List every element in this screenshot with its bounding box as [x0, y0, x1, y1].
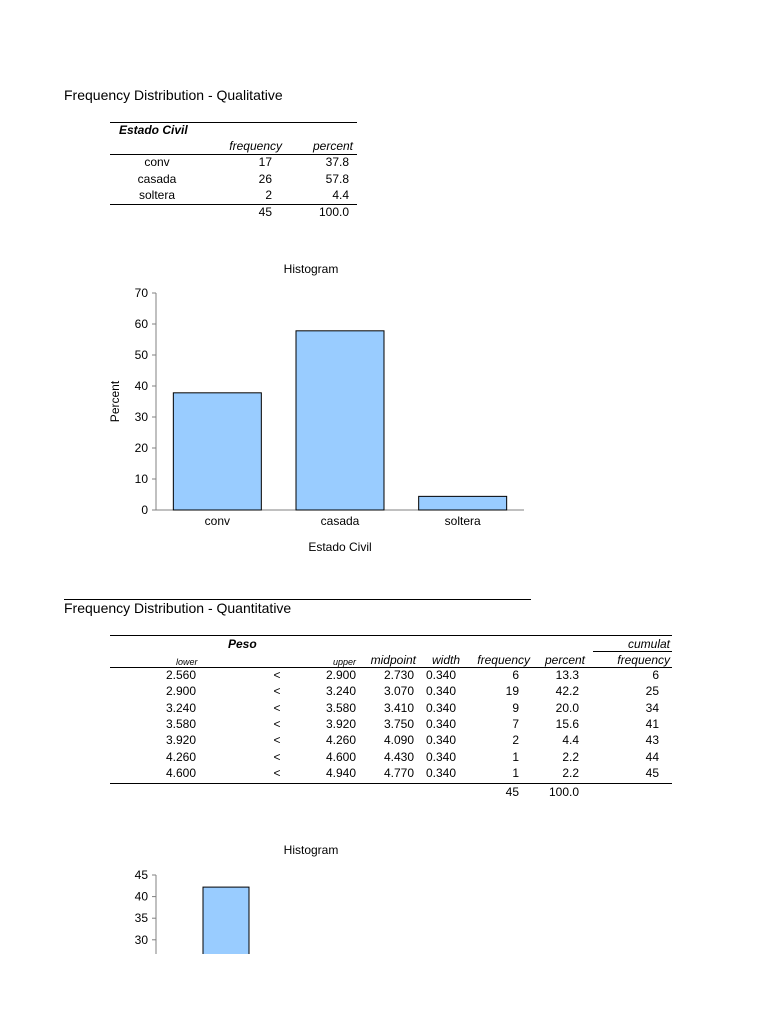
row-label: casada [137, 172, 177, 186]
cell-percent: 15.6 [555, 716, 579, 731]
y-tick-label: 60 [134, 317, 148, 331]
cell-upper: 4.600 [325, 749, 356, 764]
total-percent: 100.0 [548, 785, 579, 799]
bar-conv [173, 393, 261, 510]
cell-frequency: 7 [512, 716, 519, 731]
cell-frequency: 1 [512, 765, 519, 780]
midpoint-header: midpoint [370, 653, 416, 667]
cell-sep: < [273, 668, 281, 682]
cell-percent: 2.2 [562, 765, 579, 780]
y-tick-label: 20 [134, 441, 148, 455]
cell-lower: 4.260 [165, 749, 196, 764]
qualitative-section-title: Frequency Distribution - Qualitative [64, 87, 283, 103]
cell-frequency: 19 [505, 684, 519, 699]
cell-frequency: 2 [512, 733, 519, 748]
cell-sep: < [273, 700, 281, 715]
quantitative-histogram [0, 838, 768, 954]
cell-upper: 2.900 [325, 668, 356, 682]
cell-width: 0.340 [425, 700, 456, 715]
cell-width: 0.340 [425, 733, 456, 748]
chart-title: Histogram [283, 262, 339, 276]
qualitative-histogram [0, 255, 768, 565]
y-tick-label: 30 [134, 932, 148, 947]
cell-lower: 3.240 [165, 700, 196, 715]
cell-midpoint: 2.730 [383, 668, 414, 682]
cell-percent: 4.4 [562, 733, 579, 748]
cell-upper: 3.240 [325, 684, 356, 699]
cell-cum: 44 [645, 749, 659, 764]
cell-lower: 2.900 [165, 684, 196, 699]
cumulative-rule [593, 651, 672, 652]
percent-header: percent [544, 653, 585, 667]
total-percent: 100.0 [318, 205, 349, 219]
upper-header: upper [332, 657, 356, 667]
x-tick-label: soltera [444, 514, 481, 528]
table-top-rule [110, 635, 672, 636]
cell-frequency: 1 [512, 749, 519, 764]
cell-lower: 2.560 [165, 668, 196, 682]
y-tick-label: 0 [141, 503, 148, 517]
frequency-header: frequency [477, 653, 530, 667]
cell-sep: < [273, 765, 281, 780]
cell-cum: 43 [645, 733, 659, 748]
y-tick-label: 70 [134, 286, 148, 300]
bar-soltera [419, 496, 507, 510]
cum-frequency-header: frequency [617, 653, 670, 667]
cell-sep: < [273, 684, 281, 699]
x-tick-label: casada [320, 514, 360, 528]
cell-midpoint: 4.090 [383, 733, 414, 748]
total-rule [110, 783, 672, 784]
cell-cum: 41 [645, 716, 659, 731]
total-frequency: 45 [258, 205, 272, 219]
cell-percent: 42.2 [555, 684, 579, 699]
cell-upper: 3.920 [325, 716, 356, 731]
total-frequency: 45 [505, 785, 519, 799]
x-tick-label: conv [204, 514, 231, 528]
row-frequency: 26 [258, 172, 272, 186]
y-axis-label: Percent [108, 380, 122, 423]
cell-upper: 4.940 [325, 765, 356, 780]
cell-width: 0.340 [425, 716, 456, 731]
width-header: width [431, 653, 460, 667]
row-frequency: 2 [265, 188, 272, 202]
row-percent: 57.8 [325, 172, 349, 186]
cell-frequency: 6 [512, 668, 519, 682]
variable-header: Peso [228, 637, 257, 651]
cell-width: 0.340 [425, 684, 456, 699]
cell-frequency: 9 [512, 700, 519, 715]
row-percent: 4.4 [332, 188, 349, 202]
quantitative-section-title: Frequency Distribution - Quantitative [64, 600, 292, 616]
bar-casada [296, 331, 384, 510]
y-tick-label: 10 [134, 472, 148, 486]
cell-upper: 4.260 [325, 733, 356, 748]
cell-width: 0.340 [425, 749, 456, 764]
cell-lower: 3.580 [165, 716, 196, 731]
frequency-header: frequency [229, 139, 282, 153]
cell-midpoint: 4.430 [383, 749, 414, 764]
cell-upper: 3.580 [325, 700, 356, 715]
cell-midpoint: 3.750 [383, 716, 414, 731]
bar-0 [203, 887, 249, 954]
cell-percent: 13.3 [555, 668, 579, 682]
variable-header: Estado Civil [119, 123, 188, 137]
cell-midpoint: 3.070 [383, 684, 414, 699]
cell-width: 0.340 [425, 765, 456, 780]
cumulative-header: cumulat [628, 637, 671, 651]
cell-percent: 2.2 [562, 749, 579, 764]
cell-width: 0.340 [425, 668, 456, 682]
cell-lower: 4.600 [165, 765, 196, 780]
cell-percent: 20.0 [555, 700, 579, 715]
cell-sep: < [273, 716, 281, 731]
lower-header: lower [176, 657, 198, 667]
cell-cum: 6 [652, 668, 659, 682]
row-label: soltera [138, 188, 176, 202]
cell-midpoint: 4.770 [383, 765, 414, 780]
y-tick-label: 50 [134, 348, 148, 362]
y-tick-label: 30 [134, 410, 148, 424]
y-tick-label: 35 [134, 911, 148, 926]
cell-midpoint: 3.410 [383, 700, 414, 715]
percent-header: percent [312, 139, 353, 153]
row-percent: 37.8 [325, 155, 349, 169]
cell-cum: 25 [645, 684, 659, 699]
cell-sep: < [273, 749, 281, 764]
row-frequency: 17 [258, 155, 272, 169]
cell-sep: < [273, 733, 281, 748]
y-tick-label: 40 [134, 379, 148, 393]
cell-cum: 45 [645, 765, 659, 780]
cell-cum: 34 [645, 700, 659, 715]
cell-lower: 3.920 [165, 733, 196, 748]
x-axis-label: Estado Civil [308, 540, 372, 554]
y-tick-label: 40 [134, 889, 148, 904]
row-label: conv [144, 155, 170, 169]
chart-title: Histogram [283, 843, 339, 857]
y-tick-label: 45 [134, 868, 148, 882]
